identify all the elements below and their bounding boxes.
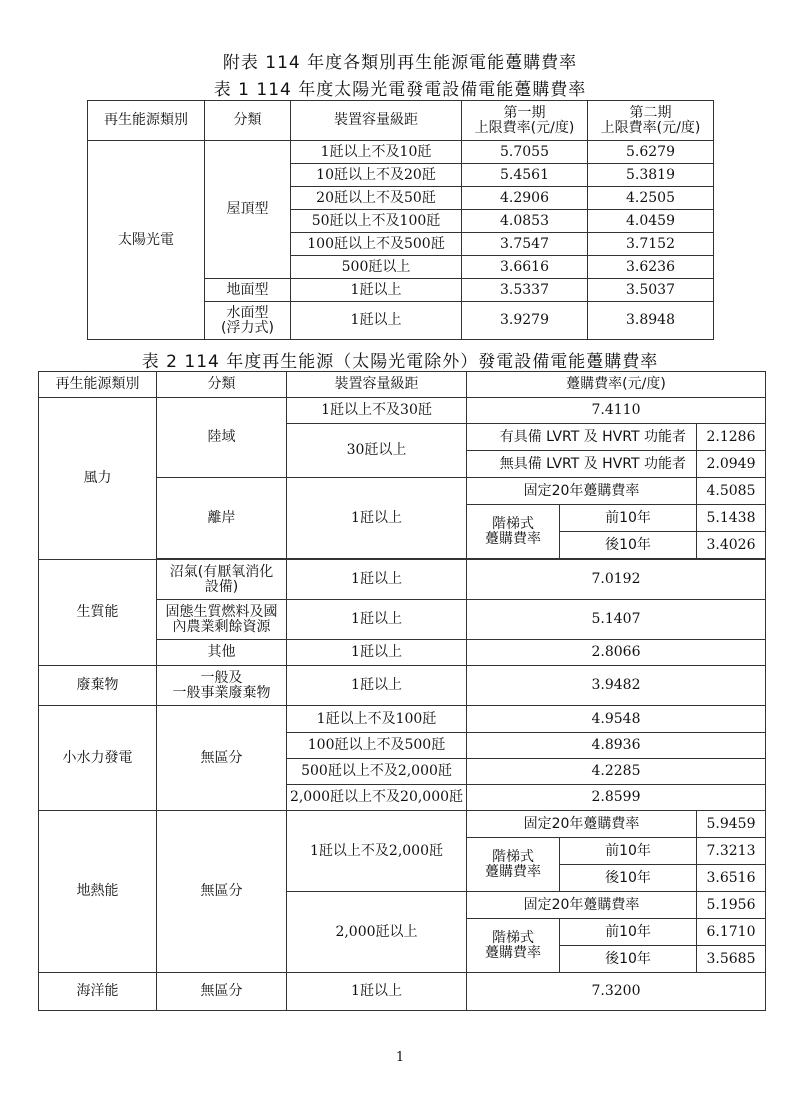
table-row [39,560,766,600]
ocean-type-cell: 無區分 [157,973,287,1011]
fixed-rate-label: 固定20年躉購費率 [467,892,697,919]
waste-category-cell: 廢棄物 [39,666,157,706]
first10-label: 前10年 [560,505,697,532]
rate-cell: 3.5685 [697,946,766,973]
rate-cell: 4.5085 [697,478,766,505]
water-type-cell [205,302,291,340]
waste-type-line2: 一般事業廢棄物 [172,684,271,701]
rate-cell: 5.1407 [467,600,766,640]
solid-type-line2: 內農業剩餘資源 [172,618,271,635]
geothermal-type-cell: 無區分 [157,811,287,973]
hydro-category-cell: 小水力發電 [39,706,157,811]
rate-cell: 7.0192 [467,560,766,600]
period2-rate: 3.5037 [588,279,714,302]
header-period2 [588,101,714,141]
header-type: 分類 [157,372,287,398]
capacity-cell: 1瓩以上 [291,279,462,302]
rate-cell: 7.3200 [467,973,766,1011]
period1-rate: 4.2906 [462,187,588,210]
period2-rate: 5.6279 [588,141,714,164]
period2-rate: 3.7152 [588,233,714,256]
capacity-cell: 500瓩以上 [291,256,462,279]
header-capacity: 裝置容量級距 [287,372,467,398]
capacity-cell: 1瓩以上不及30瓩 [287,398,467,424]
solid-type-line1: 固態生質燃料及國 [165,603,278,620]
tiered-label [467,838,560,892]
water-type-line1: 水面型 [226,304,269,321]
capacity-cell: 100瓩以上不及500瓩 [291,233,462,256]
capacity-cell: 100瓩以上不及500瓩 [287,733,467,759]
other-type-cell: 其他 [157,640,287,666]
table-row [39,706,766,733]
table-header-row [88,101,714,141]
tiered-label [467,505,560,559]
last10-label: 後10年 [560,532,697,559]
onshore-type-cell: 陸域 [157,398,287,478]
table1-title: 表 1 114 年度太陽光電發電設備電能躉購費率 [213,80,587,100]
solar-category-cell: 太陽光電 [88,141,205,340]
waste-type-cell [157,666,287,706]
tiered-label-line2: 躉購費率 [485,863,541,880]
rate-cell: 4.8936 [467,733,766,759]
period1-rate: 5.7055 [462,141,588,164]
rate-cell: 6.1710 [697,919,766,946]
period1-rate: 3.9279 [462,302,588,340]
rate-cell: 2.8599 [467,785,766,811]
capacity-cell: 500瓩以上不及2,000瓩 [287,759,467,785]
period1-rate: 4.0853 [462,210,588,233]
table-row [39,398,766,424]
period2-rate: 3.6236 [588,256,714,279]
biogas-type-line2: 設備) [204,578,239,595]
header-capacity: 裝置容量級距 [291,101,462,141]
capacity-cell: 50瓩以上不及100瓩 [291,210,462,233]
period1-rate: 3.6616 [462,256,588,279]
geothermal-category-cell: 地熱能 [39,811,157,973]
hydro-type-cell: 無區分 [157,706,287,811]
lvrt-without-label: 無具備 LVRT 及 HVRT 功能者 [467,451,697,478]
header-category: 再生能源類別 [39,372,157,398]
first10-label: 前10年 [560,838,697,865]
period2-rate: 5.3819 [588,164,714,187]
capacity-cell: 1瓩以上 [287,973,467,1011]
capacity-cell: 1瓩以上不及100瓩 [287,706,467,733]
offshore-type-cell: 離岸 [157,478,287,559]
capacity-cell: 10瓩以上不及20瓩 [291,164,462,187]
period1-rate: 3.5337 [462,279,588,302]
ocean-category-cell: 海洋能 [39,973,157,1011]
renewable-tariff-table [38,371,766,1011]
tiered-label-line2: 躉購費率 [485,944,541,961]
capacity-cell: 20瓩以上不及50瓩 [291,187,462,210]
rate-cell: 7.4110 [467,398,766,424]
rate-cell: 4.2285 [467,759,766,785]
rate-cell: 5.1956 [697,892,766,919]
table2-title: 表 2 114 年度再生能源（太陽光電除外）發電設備電能躉購費率 [141,352,659,372]
page-number: 1 [395,1050,405,1065]
header-period1-line1: 第一期 [503,104,546,121]
fixed-rate-label: 固定20年躉購費率 [467,478,697,505]
water-type-line2: (浮力式) [221,319,274,336]
tiered-label-line1: 階梯式 [492,515,534,532]
biogas-type-line1: 沼氣(有厭氧消化 [169,563,274,580]
waste-type-line1: 一般及 [200,669,243,686]
rate-cell: 3.9482 [467,666,766,706]
rate-cell: 5.1438 [697,505,766,532]
tiered-label [467,919,560,973]
rate-cell: 3.4026 [697,532,766,559]
solar-tariff-table [87,100,714,340]
table-row [39,811,766,838]
header-type: 分類 [205,101,291,141]
rate-cell: 3.6516 [697,865,766,892]
tiered-label-line1: 階梯式 [492,848,534,865]
header-period1-line2: 上限費率(元/度) [474,119,575,136]
rate-cell: 2.1286 [697,424,766,451]
header-period1 [462,101,588,141]
last10-label: 後10年 [560,946,697,973]
capacity-cell: 1瓩以上不及10瓩 [291,141,462,164]
capacity-cell: 2,000瓩以上不及20,000瓩 [287,785,467,811]
first10-label: 前10年 [560,919,697,946]
table-header-row [39,372,766,398]
table-row [39,666,766,706]
header-rate: 躉購費率(元/度) [467,372,766,398]
capacity-cell: 1瓩以上 [287,640,467,666]
lvrt-with-label: 有具備 LVRT 及 HVRT 功能者 [467,424,697,451]
header-period2-line2: 上限費率(元/度) [600,119,701,136]
rate-cell: 7.3213 [697,838,766,865]
tiered-label-line2: 躉購費率 [485,530,541,547]
rate-cell: 2.8066 [467,640,766,666]
capacity-cell: 1瓩以上不及2,000瓩 [287,811,467,892]
capacity-cell: 1瓩以上 [287,600,467,640]
rate-cell: 4.9548 [467,706,766,733]
wind-category-cell: 風力 [39,398,157,560]
rooftop-type-cell: 屋頂型 [205,141,291,279]
capacity-cell: 30瓩以上 [287,424,467,478]
capacity-cell: 2,000瓩以上 [287,892,467,973]
fixed-rate-label: 固定20年躉購費率 [467,811,697,838]
capacity-cell: 1瓩以上 [287,666,467,706]
period2-rate: 3.8948 [588,302,714,340]
biomass-category-cell: 生質能 [39,560,157,666]
header-period2-line1: 第二期 [629,104,672,121]
capacity-cell: 1瓩以上 [291,302,462,340]
table-row [88,141,714,164]
solid-biomass-type-cell [157,600,287,640]
period2-rate: 4.2505 [588,187,714,210]
period1-rate: 5.4561 [462,164,588,187]
table-row [39,973,766,1011]
capacity-cell: 1瓩以上 [287,560,467,600]
rate-cell: 2.0949 [697,451,766,478]
period2-rate: 4.0459 [588,210,714,233]
rate-cell: 5.9459 [697,811,766,838]
capacity-cell: 1瓩以上 [287,478,467,559]
ground-type-cell: 地面型 [205,279,291,302]
period1-rate: 3.7547 [462,233,588,256]
biogas-type-cell [157,560,287,600]
header-category: 再生能源類別 [88,101,205,141]
tiered-label-line1: 階梯式 [492,929,534,946]
document-title: 附表 114 年度各類別再生能源電能躉購費率 [222,53,578,73]
last10-label: 後10年 [560,865,697,892]
